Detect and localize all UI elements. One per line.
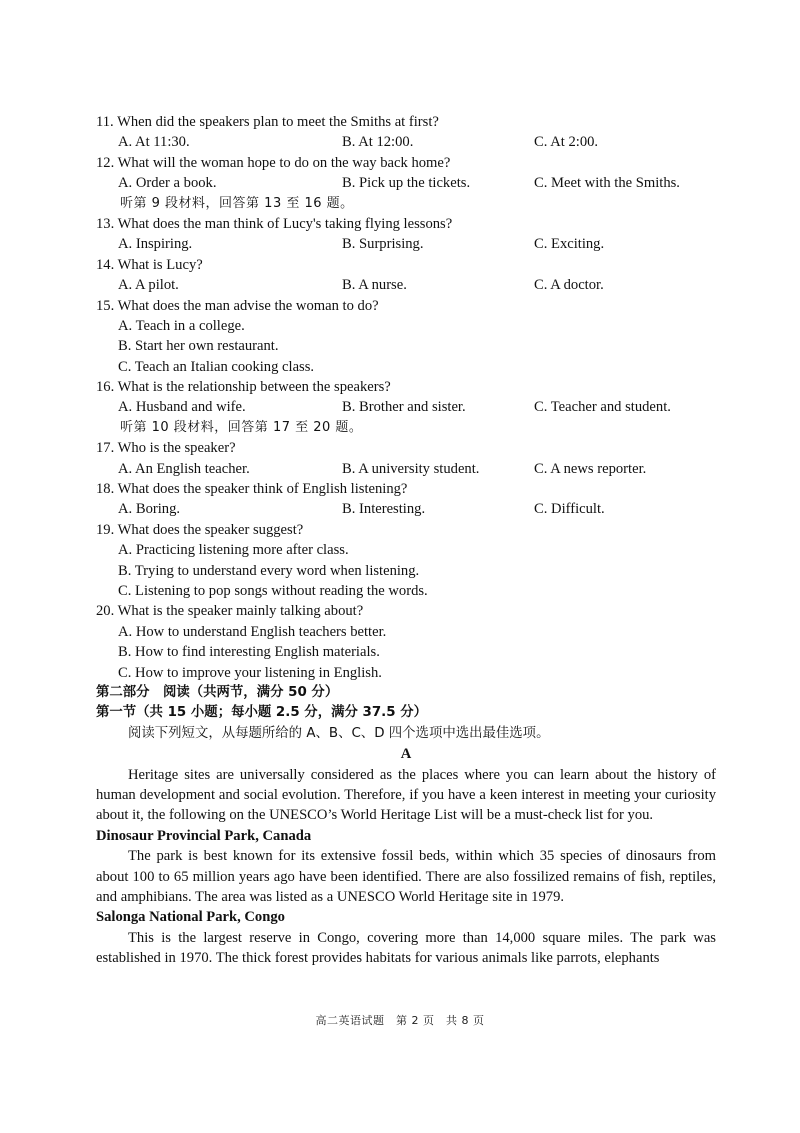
option-c: C. Meet with the Smiths. [534, 175, 680, 192]
question-13-options [96, 234, 716, 254]
option-b: B. Start her own restaurant. [118, 338, 279, 355]
option-b: B. A university student. [342, 460, 480, 477]
option-a: A. Husband and wife. [118, 399, 246, 416]
question-14-options [96, 275, 716, 295]
question-12: 12. What will the woman hope to do on the way back home? [96, 154, 451, 171]
section-one-title: 第一节（共 15 小题；每小题 2.5 分，满分 37.5 分） [96, 705, 428, 721]
site-description: The park is best known for its extensive fossil beds, within which 35 species of dinosaurs from about 100 to 65 million years ago have been identified. There are also fossilized remains of fish, reptiles, and amphibians. The area was listed as a UNESCO World Heritage site in 1979. [96, 848, 716, 905]
passage-letter: A [400, 746, 412, 763]
option-b: B. A nurse. [342, 277, 407, 294]
option-c: C. How to improve your listening in English. [118, 664, 382, 681]
question-17-options [96, 459, 716, 479]
option-a: A. Teach in a college. [118, 317, 245, 334]
page-footer: 高二英语试题 第 2 页 共 8 页 [315, 1014, 485, 1027]
site-heading: Dinosaur Provincial Park, Canada [96, 827, 312, 844]
option-a: A. Boring. [118, 501, 181, 518]
option-b: B. Pick up the tickets. [342, 175, 471, 192]
option-c: C. Teach an Italian cooking class. [118, 358, 315, 375]
option-c: C. A doctor. [534, 277, 604, 294]
question-16-options [96, 397, 716, 417]
option-c: C. Difficult. [534, 501, 605, 518]
question-18-options [96, 499, 716, 519]
option-b: B. Brother and sister. [342, 399, 466, 416]
option-b: B. Interesting. [342, 501, 426, 518]
question-18: 18. What does the speaker think of English listening? [96, 481, 408, 498]
option-a: A. An English teacher. [118, 460, 250, 477]
option-c: C. At 2:00. [534, 134, 599, 151]
question-11: 11. When did the speakers plan to meet the Smiths at first? [96, 114, 439, 130]
page-content [96, 112, 716, 969]
option-a: A. Order a book. [118, 175, 217, 192]
option-b: B. At 12:00. [342, 134, 414, 151]
question-20: 20. What is the speaker mainly talking about? [96, 603, 364, 620]
question-11-options [96, 132, 716, 152]
option-a: A. A pilot. [118, 277, 179, 294]
listening-note-9: 听第 9 段材料，回答第 13 至 16 题。 [120, 195, 354, 211]
part-two-title: 第二部分 阅读（共两节，满分 50 分） [96, 684, 339, 700]
listening-note-10: 听第 10 段材料，回答第 17 至 20 题。 [120, 419, 363, 435]
question-14: 14. What is Lucy? [96, 256, 203, 273]
site-description: This is the largest reserve in Congo, covering more than 14,000 square miles. The park was established in 1970. The thick forest provides habitats for various animals like parrots, elephants [96, 929, 716, 967]
question-17: 17. Who is the speaker? [96, 440, 236, 457]
option-b: B. Surprising. [342, 236, 424, 253]
option-b: B. How to find interesting English materials. [118, 644, 380, 661]
option-b: B. Trying to understand every word when listening. [118, 562, 420, 579]
option-c: C. Listening to pop songs without reading the words. [118, 582, 428, 599]
option-c: C. Exciting. [534, 236, 605, 253]
option-a: A. At 11:30. [118, 134, 190, 151]
question-12-options [96, 173, 716, 193]
passage-intro: Heritage sites are universally considered as the places where you can learn about the history of human development and social evolution. Therefore, if you have a keen interest in meeting your curiosity about it, the following on the UNESCO’s World Heritage List will be a must-check list for you. [96, 766, 716, 824]
option-a: A. How to understand English teachers better. [118, 623, 387, 640]
question-16: 16. What is the relationship between the speakers? [96, 379, 391, 396]
question-15: 15. What does the man advise the woman to do? [96, 297, 379, 314]
question-13: 13. What does the man think of Lucy's taking flying lessons? [96, 215, 453, 232]
reading-instruction: 阅读下列短文，从每题所给的 A、B、C、D 四个选项中选出最佳选项。 [128, 725, 550, 741]
option-a: A. Practicing listening more after class. [118, 542, 349, 559]
site-heading: Salonga National Park, Congo [96, 909, 285, 926]
option-c: C. Teacher and student. [534, 399, 671, 416]
option-c: C. A news reporter. [534, 460, 647, 477]
option-a: A. Inspiring. [118, 236, 193, 253]
question-19: 19. What does the speaker suggest? [96, 521, 304, 538]
